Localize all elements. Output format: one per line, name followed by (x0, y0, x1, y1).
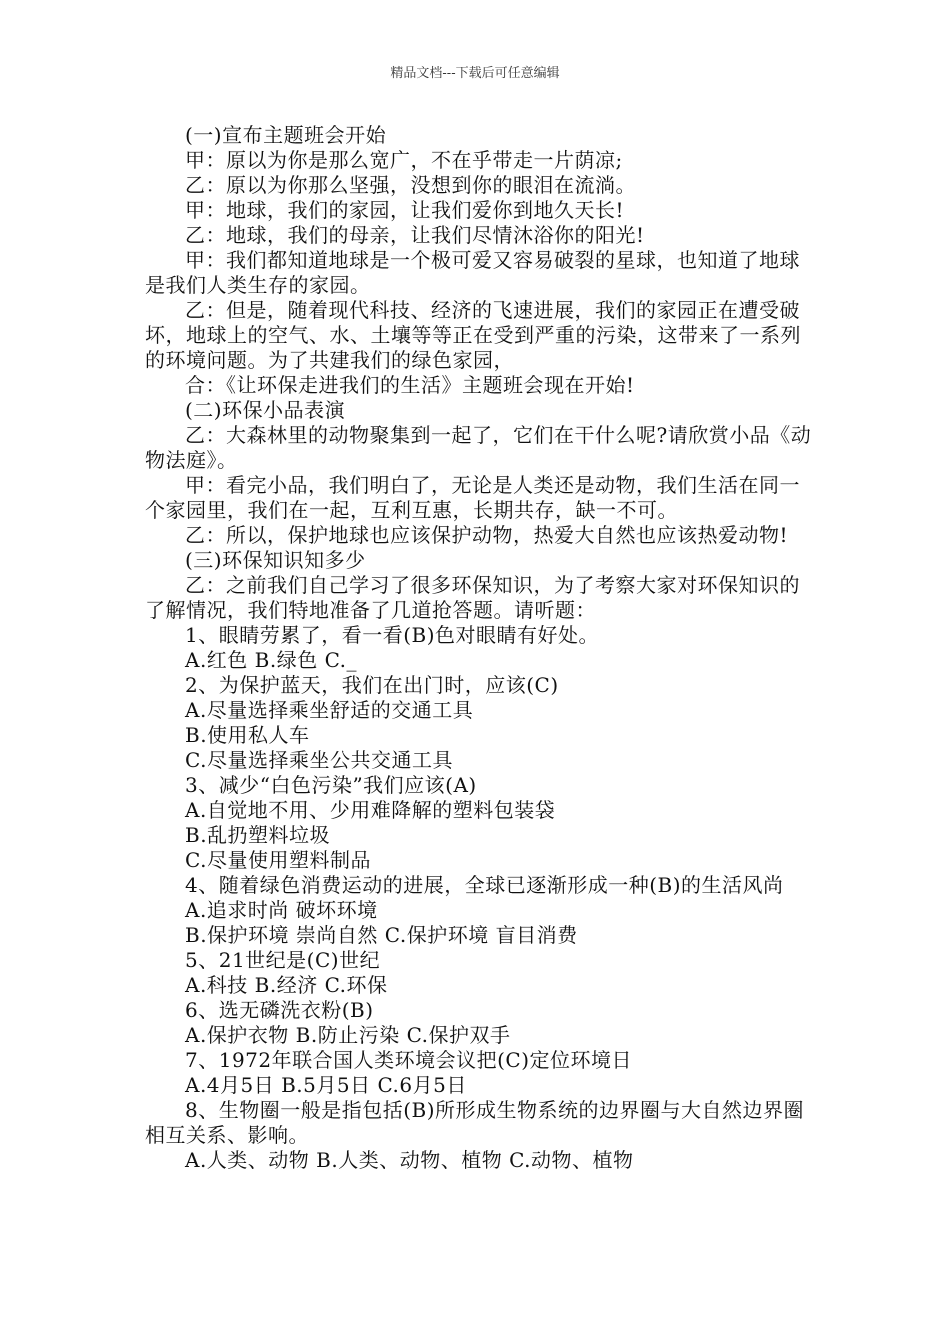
paragraph: 合：《让环保走进我们的生活》主题班会现在开始! (185, 373, 635, 397)
section-heading: (三)环保知识知多少 (185, 548, 366, 572)
paragraph: 甲：看完小品，我们明白了，无论是人类还是动物，我们生活在同一个家园里，我们在一起，互利互惠，长期共存，缺一不可。 (145, 473, 800, 522)
paragraph: 乙：原以为你那么坚强，没想到你的眼泪在流淌。 (185, 173, 636, 197)
question: 8、生物圈一般是指包括(B)所形成生物系统的边界圈与大自然边界圈相互关系、影响。 (145, 1098, 805, 1147)
paragraph: 乙：大森林里的动物聚集到一起了，它们在干什么呢?请欣赏小品《动物法庭》。 (145, 423, 812, 472)
paragraph: 乙：地球，我们的母亲，让我们尽情沐浴你的阳光! (185, 223, 645, 247)
answer-option: B.使用私人车 (185, 723, 310, 747)
paragraph: 乙：所以，保护地球也应该保护动物，热爱大自然也应该热爱动物! (185, 523, 789, 547)
answer-options: A.保护衣物 B.防止污染 C.保护双手 (185, 1023, 511, 1047)
answer-option: A.追求时尚 破坏环境 (185, 898, 378, 922)
answer-option: B.乱扔塑料垃圾 (185, 823, 331, 847)
paragraph: 甲：我们都知道地球是一个极可爱又容易破裂的星球，也知道了地球是我们人类生存的家园。 (145, 248, 800, 297)
answer-option: A.尽量选择乘坐舒适的交通工具 (185, 698, 474, 722)
page-header: 精品文档---下载后可任意编辑 (390, 66, 560, 81)
answer-option: A.自觉地不用、少用难降解的塑料包装袋 (185, 798, 556, 822)
answer-options: A.人类、动物 B.人类、动物、植物 C.动物、植物 (185, 1148, 634, 1172)
answer-options: A.4月5日 B.5月5日 C.6月5日 (185, 1073, 467, 1097)
question: 5、21世纪是(C)世纪 (185, 948, 381, 972)
paragraph: 乙：之前我们自己学习了很多环保知识，为了考察大家对环保知识的了解情况，我们特地准备了几道抢答题。请听题： (145, 573, 800, 622)
paragraph: (一)宣布主题班会开始 (185, 123, 387, 147)
question: 3、减少“白色污染”我们应该(A) (185, 773, 477, 797)
answer-option: C.尽量使用塑料制品 (185, 848, 371, 872)
section-heading: (二)环保小品表演 (185, 398, 346, 422)
paragraph: 乙：但是，随着现代科技、经济的飞速进展，我们的家园正在遭受破坏，地球上的空气、水、土壤等等正在受到严重的污染，这带来了一系列的环境问题。为了共建我们的绿色家园， (145, 298, 801, 372)
answer-options: B.保护环境 崇尚自然 C.保护环境 盲目消费 (185, 923, 578, 947)
paragraph: 甲：地球，我们的家园，让我们爱你到地久天长! (185, 198, 625, 222)
answer-options: A.科技 B.经济 C.环保 (185, 973, 388, 997)
answer-option: C.尽量选择乘坐公共交通工具 (185, 748, 453, 772)
document-body (145, 123, 813, 1173)
question: 6、选无磷洗衣粉(B) (185, 998, 374, 1022)
answer-options: A.红色 B.绿色 C._ (185, 648, 358, 672)
question: 2、为保护蓝天，我们在出门时，应该(C) (185, 673, 559, 697)
question: 4、随着绿色消费运动的进展，全球已逐渐形成一种(B)的生活风尚 (185, 873, 784, 897)
question: 1、眼睛劳累了，看一看(B)色对眼睛有好处。 (185, 623, 600, 647)
paragraph: 甲：原以为你是那么宽广，不在乎带走一片荫凉; (185, 148, 623, 172)
question: 7、1972年联合国人类环境会议把(C)定位环境日 (185, 1048, 633, 1072)
